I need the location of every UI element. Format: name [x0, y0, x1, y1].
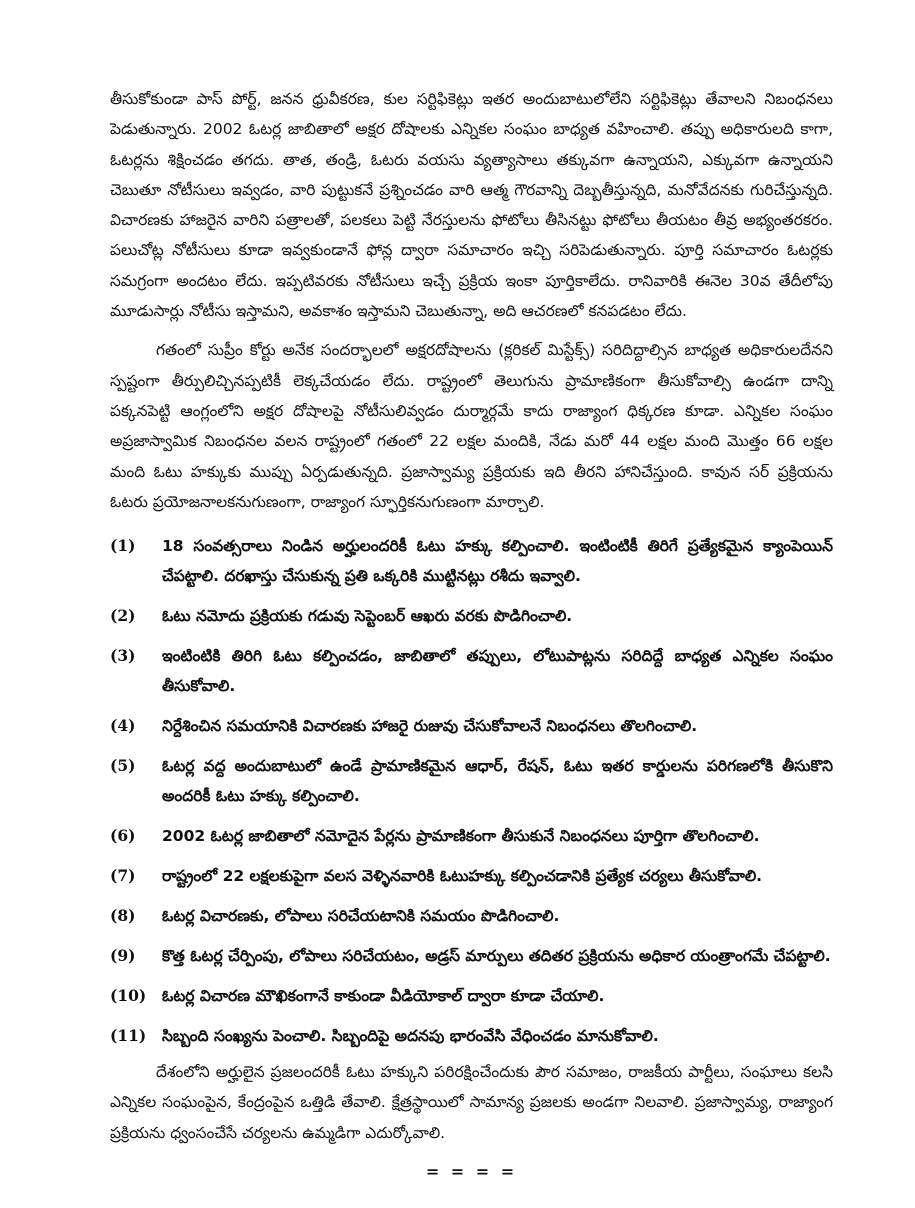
demand-item: [110, 601, 833, 631]
demand-number: (4): [110, 716, 136, 736]
demand-number: (9): [110, 946, 136, 966]
demand-item: [110, 1021, 833, 1051]
paragraph-notices: తీసుకోకుండా పాస్ పోర్ట్, జనన ధ్రువీకరణ, కుల సర్టిఫికెట్లు ఇతర అందుబాటులోలేని సర్టిఫికెట్లు తేవాలని నిబంధనలు పెడుతున్నారు. 2002 ఓటర్ల జాబితాలో అక్షర దోషాలకు ఎన్నికల సంఘం బాధ్యత వహించాలి. తప్పు అధికారులది కాగా, ఓటర్లను శిక్షించడం తగదు. తాత, తండ్రి, ఓటరు వయసు వ్యత్యాసాలు తక్కువగా ఉన్నాయని, ఎక్కువగా ఉన్నాయని చెబుతూ నోటీసులు ఇవ్వడం, వారి పుట్టుకనే ప్రశ్నించడం వారి ఆత్మ గౌరవాన్ని దెబ్బతీస్తున్నది, మనోవేదనకు గురిచేస్తున్నది. విచారణకు హాజరైన వారిని పత్రాలతో, పలకలు పెట్టి నేరస్తులను ఫోటోలు తీసినట్టు ఫోటోలు తీయటం తీవ్ర అభ్యంతరకరం. పలుచోట్ల నోటీసులు కూడా ఇవ్వకుండానే ఫోన్ల ద్వారా సమాచారం ఇచ్చి సరిపెడుతున్నారు. పూర్తి సమాచారం ఓటర్లకు సమగ్రంగా అందటం లేదు. ఇప్పటివరకు నోటీసులు ఇచ్చే ప్రక్రియ ఇంకా పూర్తికాలేదు. రానివారికి ఈనెల 30వ తేదీలోపు మూడుసార్లు నోటీసు ఇస్తామని, అవకాశం ఇస్తామని చెబుతున్నా, అది ఆచరణలో కనపడటం లేదు.: [110, 90, 833, 321]
demands-list: [110, 531, 833, 1051]
demand-number: (8): [110, 906, 136, 926]
demand-text: ఓటర్ల విచారణ మౌఖికంగానే కాకుండా వీడియోకాల్ ద్వారా కూడా చేయాలి.: [162, 987, 605, 1006]
demand-text: ఓటర్ల వద్ద అందుబాటులో ఉండే ప్రామాణికమైన ఆధార్, రేషన్, ఓటు ఇతర కార్డులను పరిగణలోకి తీసుకొని అందరికీ ఓటు హక్కు కల్పించాలి.: [162, 757, 833, 806]
demand-number: (11): [110, 1026, 147, 1046]
paragraph-gap: [110, 326, 833, 335]
demand-text: నిర్దేశించిన సమయానికి విచారణకు హాజరై రుజువు చేసుకోవాలనే నిబంధనలు తొలగించాలి.: [162, 717, 698, 736]
demand-number: (1): [110, 536, 136, 556]
demand-number: (3): [110, 646, 136, 666]
demand-text: ఓటు నమోదు ప్రక్రియకు గడువు సెప్టెంబర్ ఆఖరు వరకు పొడిగించాలి.: [162, 607, 573, 626]
demand-item: [110, 941, 833, 971]
demand-text: 2002 ఓటర్ల జాబితాలో నమోదైన పేర్లను ప్రామాణికంగా తీసుకునే నిబంధనలు పూర్తిగా తొలగించాలి.: [162, 827, 760, 846]
paragraph-supreme-court: గతంలో సుప్రీం కోర్టు అనేక సందర్భాలలో అక్షరదోషాలను (క్లరికల్ మిస్టేక్స్) సరిదిద్దాల్సిన బాధ్యత అధికారులదేనని స్పష్టంగా తీర్పులిచ్చినప్పటికీ లెక్కచేయడం లేదు. రాష్ట్రంలో తెలుగును ప్రామాణికంగా తీసుకోవాల్సి ఉండగా దాన్ని పక్కనపెట్టి ఆంగ్లంలోని అక్షర దోషాలపై నోటీసులివ్వడం దుర్మార్గమే కాదు రాజ్యాంగ ధిక్కరణ కూడా. ఎన్నికల సంఘం అప్రజాస్వామిక నిబంధనల వలన రాష్ట్రంలో గతంలో 22 లక్షల మందికి, నేడు మరో 44 లక్షల మంది మొత్తం 66 లక్షల మంది ఓటు హక్కుకు ముప్పు ఏర్పడుతున్నది. ప్రజాస్వామ్య ప్రక్రియకు ఇది తీరని హానిచేస్తుంది. కావున సర్ ప్రక్రియను ఓటరు ప్రయోజనాలకనుగుణంగా, రాజ్యాంగ స్ఫూర్తికనుగుణంగా మార్చాలి.: [110, 341, 833, 511]
demand-number: (10): [110, 986, 147, 1006]
demand-text: 18 సంవత్సరాలు నిండిన అర్హులందరికీ ఓటు హక్కు కల్పించాలి. ఇంటింటికీ తిరిగే ప్రత్యేకమైన క్యాంపెయిన్ చేపట్టాలి. దరఖాస్తు చేసుకున్న ప్రతి ఒక్కరికి ముట్టినట్లు రశీదు ఇవ్వాలి.: [162, 537, 833, 586]
paragraph-closing: దేశంలోని అర్హులైన ప్రజలందరికీ ఓటు హక్కుని పరిరక్షించేందుకు పౌర సమాజం, రాజకీయ పార్టీలు, సంఘాలు కలసి ఎన్నికల సంఘంపైన, కేంద్రంపైన ఒత్తిడి తేవాలి. క్షేత్రస్థాయిలో సామాన్య ప్రజలకు అండగా నిలవాలి. ప్రజాస్వామ్య, రాజ్యాంగ ప్రక్రియను ధ్వంసంచేసే చర్యలను ఉమ్మడిగా ఎదుర్కోవాలి.: [110, 1063, 833, 1142]
demand-item: [110, 901, 833, 931]
demand-number: (2): [110, 606, 136, 626]
demand-text: సిబ్బంది సంఖ్యను పెంచాలి. సిబ్బందిపై అదనపు భారంవేసి వేధించడం మానుకోవాలి.: [162, 1027, 659, 1046]
demand-item: [110, 821, 833, 851]
demand-item: [110, 981, 833, 1011]
demand-item: [110, 861, 833, 891]
demand-item: [110, 751, 833, 811]
demand-number: (7): [110, 866, 136, 886]
demand-item: [110, 711, 833, 741]
demand-number: (6): [110, 826, 136, 846]
demand-text: రాష్ట్రంలో 22 లక్షలకుపైగా వలస వెళ్ళినవారికి ఓటుహక్కు కల్పించడానికి ప్రత్యేక చర్యలు తీసుకోవాలి.: [162, 867, 763, 886]
demand-item: [110, 641, 833, 701]
end-mark: = = = =: [425, 1162, 518, 1182]
demand-number: (5): [110, 756, 136, 776]
demand-item: [110, 531, 833, 591]
demand-text: ఇంటింటికి తిరిగి ఓటు కల్పించడం, జాబితాలో తప్పులు, లోటుపాట్లను సరిదిద్దే బాధ్యత ఎన్నికల సంఘం తీసుకోవాలి.: [162, 647, 833, 696]
demand-text: ఓటర్ల విచారణకు, లోపాలు సరిచేయటానికి సమయం పొడిగించాలి.: [162, 907, 560, 926]
demand-text: కొత్త ఓటర్ల చేర్పింపు, లోపాలు సరిచేయటం, అడ్రస్ మార్పులు తదితర ప్రక్రియను అధికార యంత్రాంగమే చేపట్టాలి.: [162, 947, 831, 966]
